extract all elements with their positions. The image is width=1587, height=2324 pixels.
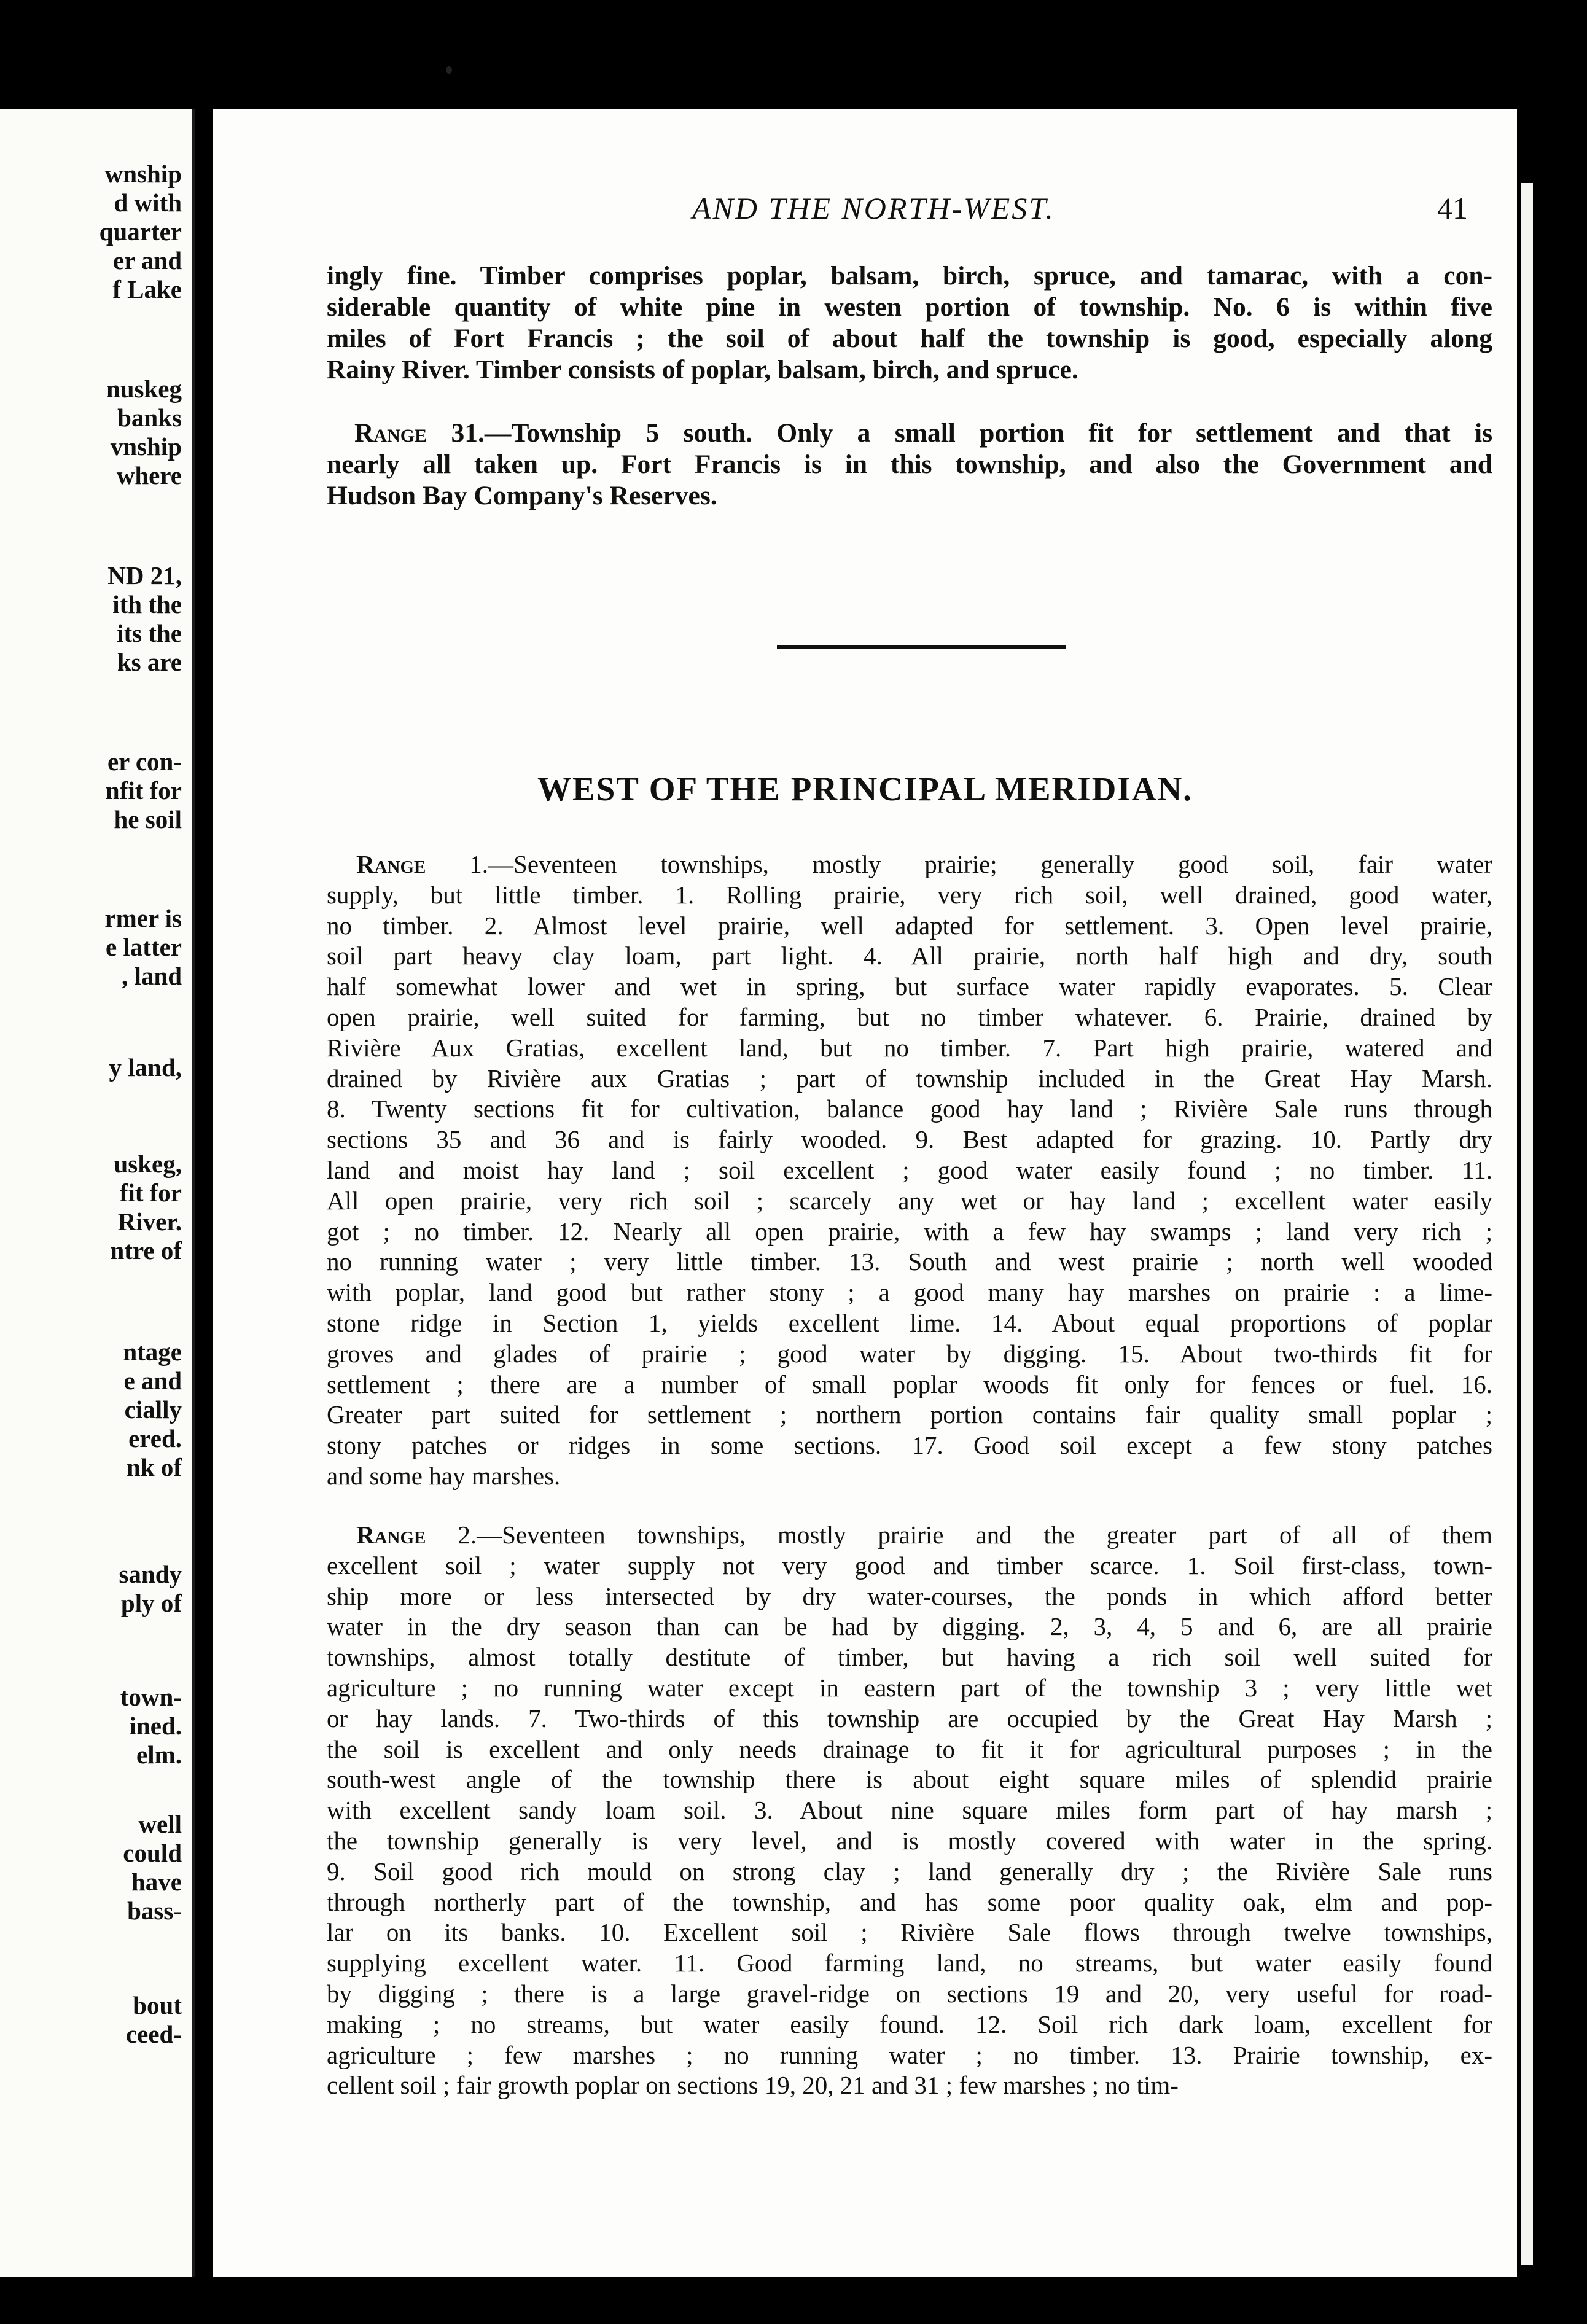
text-line: [327, 2040, 1492, 2071]
text-line: [327, 1642, 1492, 1673]
left-page-text-fragment: bout: [133, 1991, 182, 2019]
left-facing-page-fragment: [0, 109, 195, 2277]
text-line-content: stone ridge in Section 1, yields excellent lime. 14. About equal proportions of poplar: [327, 1308, 1492, 1337]
text-line: [327, 941, 1492, 972]
paragraph-range-2: [327, 1520, 1492, 2101]
left-page-text-fragment: he soil: [114, 805, 182, 833]
text-line: [327, 1430, 1492, 1461]
left-page-text-fragment: nuskeg: [106, 375, 182, 403]
text-line-content: Rainy River. Timber consists of poplar, balsam, birch, and spruce.: [327, 355, 1078, 384]
text-line-content: ingly fine. Timber comprises poplar, balsam, birch, spruce, and tamarac, with a con-: [327, 261, 1492, 290]
text-line: [327, 354, 1492, 386]
left-page-text-fragment: banks: [117, 404, 182, 432]
text-line: [327, 2010, 1492, 2040]
left-page-text-fragment: quarter: [99, 217, 182, 246]
text-line-content: Greater part suited for settlement ; northern portion contains fair quality small poplar ;: [327, 1400, 1492, 1429]
text-line-content: the soil is excellent and only needs drainage to fit it for agricultural purposes ; in the: [327, 1734, 1492, 1763]
text-line: [327, 1612, 1492, 1642]
text-line: [327, 911, 1492, 942]
text-line: [327, 1948, 1492, 1979]
text-line: [327, 1064, 1492, 1094]
text-line: [327, 1520, 1492, 1551]
text-line-content: and some hay marshes.: [327, 1461, 561, 1490]
left-page-text-fragment: town-: [120, 1683, 182, 1711]
text-line-content: or hay lands. 7. Two-thirds of this township are occupied by the Great Hay Marsh ;: [327, 1704, 1492, 1733]
text-line: [327, 1795, 1492, 1826]
left-page-text-fragment: nk of: [126, 1453, 182, 1481]
text-line-content: making ; no streams, but water easily found. 12. Soil rich dark loam, excellent for: [327, 2010, 1492, 2038]
left-page-text-fragment: cially: [124, 1395, 182, 1424]
book-page: [213, 109, 1517, 2277]
text-line: [327, 1094, 1492, 1125]
left-page-text-fragment: bass-: [127, 1897, 182, 1925]
text-line: [327, 1155, 1492, 1186]
text-line: [327, 1704, 1492, 1734]
left-page-text-fragment: uskeg,: [114, 1150, 182, 1178]
left-page-text-fragment: e latter: [105, 933, 182, 961]
text-line-content: townships, almost totally destitute of timber, but having a rich soil well suited for: [327, 1643, 1492, 1672]
text-line-content: ship more or less intersected by dry water-courses, the ponds in which afford better: [327, 1581, 1492, 1610]
text-line-content: supply, but little timber. 1. Rolling prairie, very rich soil, well drained, good water,: [327, 880, 1492, 909]
left-page-text-fragment: ntre of: [110, 1236, 182, 1265]
left-page-text-fragment: its the: [117, 619, 182, 647]
text-line: [327, 972, 1492, 1002]
text-line: [327, 480, 1492, 512]
text-line: [327, 1247, 1492, 1277]
text-line: [327, 418, 1492, 449]
text-line: [327, 1979, 1492, 2010]
left-page-text-fragment: , land: [122, 962, 182, 990]
text-line: [327, 1217, 1492, 1247]
text-line: [327, 1826, 1492, 1857]
text-line: [327, 849, 1492, 880]
text-line-content: lar on its banks. 10. Excellent soil ; Rivière Sale flows through twelve townships,: [327, 1918, 1492, 1947]
left-page-text-fragment: ered.: [128, 1424, 182, 1452]
text-line: [327, 1308, 1492, 1339]
text-line-content: supplying excellent water. 11. Good farming land, no streams, but water easily found: [327, 1949, 1492, 1978]
text-line: [327, 1917, 1492, 1948]
text-line: [327, 1002, 1492, 1033]
left-page-text-fragment: sandy: [119, 1560, 182, 1588]
text-line-content: sections 35 and 36 and is fairly wooded. 9. Best adapted for grazing. 10. Partly dry: [327, 1125, 1492, 1154]
text-line: [327, 2070, 1492, 2101]
left-page-text-fragment: d with: [114, 189, 182, 217]
text-line: [327, 1400, 1492, 1430]
text-line: [327, 1186, 1492, 1217]
text-line-content: 9. Soil good rich mould on strong clay ; land generally dry ; the Rivière Sale runs: [327, 1857, 1492, 1885]
text-line-content: half somewhat lower and wet in spring, but surface water rapidly evaporates. 5. Clear: [327, 972, 1492, 1001]
text-line: [327, 1125, 1492, 1155]
text-line-content: land and moist hay land ; soil excellent ; good water easily found ; no timber. 11.: [327, 1155, 1492, 1184]
text-line: [327, 323, 1492, 354]
text-line-content: nearly all taken up. Fort Francis is in this township, and also the Government and: [327, 450, 1492, 479]
left-page-text-fragment: y land,: [109, 1053, 182, 1082]
range-label: Range: [356, 850, 426, 878]
paragraph-range-31: [327, 418, 1492, 512]
text-line-content: agriculture ; no running water except in eastern part of the township 3 ; very little wet: [327, 1673, 1492, 1702]
text-line-content: siderable quantity of white pine in westen portion of township. No. 6 is within five: [327, 292, 1492, 322]
range-label: Range: [354, 418, 427, 448]
section-divider-rule: [777, 645, 1066, 649]
left-page-text-fragment: wnship: [104, 160, 182, 188]
range-label: Range: [356, 1521, 426, 1549]
text-line-content: with poplar, land good but rather stony ; a good many hay marshes on prairie : a lime-: [327, 1278, 1492, 1307]
left-page-text-fragment: where: [116, 461, 182, 489]
running-title: AND THE NORTH-WEST.: [692, 191, 1055, 225]
left-page-text-fragment: ith the: [112, 590, 182, 618]
text-line-content: soil part heavy clay loam, part light. 4. All prairie, north half high and dry, south: [327, 942, 1492, 970]
paragraph-continued: [327, 260, 1492, 386]
left-page-text-fragment: ks are: [117, 648, 182, 676]
text-line: [327, 292, 1492, 323]
left-page-text-fragment: ined.: [129, 1712, 182, 1740]
text-line-content: cellent soil ; fair growth poplar on sections 19, 20, 21 and 31 ; few marshes ; no tim-: [327, 2071, 1179, 2100]
text-line-content: drained by Rivière aux Gratias ; part of township included in the Great Hay Marsh.: [327, 1064, 1492, 1093]
text-line-content: no timber. 2. Almost level prairie, well adapted for settlement. 3. Open level prairie,: [327, 911, 1492, 940]
left-page-text-fragment: er con-: [107, 747, 182, 776]
left-page-text-fragment: ply of: [120, 1589, 182, 1617]
text-line-content: through northerly part of the township, and has some poor quality oak, elm and pop-: [327, 1887, 1492, 1916]
text-line-content: water in the dry season than can be had by digging. 2, 3, 4, 5 and 6, are all prairie: [327, 1612, 1492, 1641]
text-line-content: the township generally is very level, and is mostly covered with water in the spring.: [327, 1826, 1492, 1855]
text-line-content: 2.—Seventeen townships, mostly prairie and the greater part of all of them: [426, 1521, 1492, 1549]
text-line-content: miles of Fort Francis ; the soil of about half the township is good, especially along: [327, 324, 1492, 353]
section-heading: WEST OF THE PRINCIPAL MERIDIAN.: [537, 770, 1193, 808]
left-page-text-fragment: nfit for: [105, 776, 182, 805]
text-line-content: excellent soil ; water supply not very good and timber scarce. 1. Soil first-class, town-: [327, 1551, 1492, 1580]
paragraph-range-1: [327, 849, 1492, 1492]
left-page-text-fragment: ceed-: [125, 2020, 182, 2048]
text-line: [327, 1461, 1492, 1492]
text-line: [327, 1673, 1492, 1704]
text-line-content: with excellent sandy loam soil. 3. About nine square miles form part of hay marsh ;: [327, 1796, 1492, 1825]
left-page-text-fragment: ntage: [123, 1338, 182, 1366]
page-right-edge: [1521, 183, 1533, 2265]
text-line: [327, 1734, 1492, 1765]
text-line-content: 8. Twenty sections fit for cultivation, balance good hay land ; Rivière Sale runs through: [327, 1094, 1492, 1123]
text-line-content: Rivière Aux Gratias, excellent land, but no timber. 7. Part high prairie, watered and: [327, 1033, 1492, 1062]
left-page-text-fragment: well: [138, 1810, 182, 1838]
text-line: [327, 260, 1492, 292]
left-page-text-fragment: f Lake: [112, 275, 182, 303]
text-line-content: south-west angle of the township there is about eight square miles of splendid prairie: [327, 1765, 1492, 1794]
text-line: [327, 1339, 1492, 1370]
text-line-content: got ; no timber. 12. Nearly all open prairie, with a few hay swamps ; land very rich ;: [327, 1217, 1492, 1246]
left-page-text-fragment: River.: [117, 1207, 182, 1236]
text-line-content: groves and glades of prairie ; good water by digging. 15. About two-thirds fit for: [327, 1339, 1492, 1368]
left-page-text-fragment: could: [123, 1839, 182, 1867]
left-page-text-fragment: ND 21,: [107, 561, 182, 590]
left-page-text-fragment: rmer is: [104, 904, 182, 932]
text-line: [327, 880, 1492, 911]
text-line: [327, 1857, 1492, 1887]
text-line-content: All open prairie, very rich soil ; scarcely any wet or hay land ; excellent water easily: [327, 1186, 1492, 1215]
left-page-text-fragment: er and: [112, 246, 182, 275]
text-line: [327, 1551, 1492, 1581]
text-line: [327, 1033, 1492, 1064]
page-number: 41: [1437, 191, 1468, 225]
text-line-content: 31.—Township 5 south. Only a small portion fit for settlement and that is: [427, 418, 1492, 448]
text-line: [327, 1370, 1492, 1400]
text-line-content: 1.—Seventeen townships, mostly prairie; generally good soil, fair water: [426, 850, 1492, 878]
text-line-content: agriculture ; few marshes ; no running water ; no timber. 13. Prairie township, ex-: [327, 2040, 1492, 2069]
text-line-content: Hudson Bay Company's Reserves.: [327, 481, 717, 510]
text-line: [327, 1764, 1492, 1795]
text-line: [327, 1277, 1492, 1308]
text-line-content: settlement ; there are a number of small poplar woods fit only for fences or fuel. 16.: [327, 1370, 1492, 1398]
text-line: [327, 1887, 1492, 1918]
scan-speck: [446, 66, 452, 74]
left-page-text-fragment: fit for: [119, 1179, 182, 1207]
left-page-text-fragment: have: [131, 1868, 182, 1896]
text-line-content: by digging ; there is a large gravel-ridge on sections 19 and 20, very useful for road-: [327, 1979, 1492, 2008]
left-page-text-fragment: e and: [123, 1367, 182, 1395]
left-page-text-fragment: vnship: [110, 432, 182, 461]
text-line-content: open prairie, well suited for farming, but no timber whatever. 6. Prairie, drained by: [327, 1002, 1492, 1031]
text-line-content: no running water ; very little timber. 13. South and west prairie ; north well wooded: [327, 1247, 1492, 1276]
text-line-content: stony patches or ridges in some sections. 17. Good soil except a few stony patches: [327, 1431, 1492, 1460]
left-page-text-fragment: elm.: [136, 1741, 182, 1769]
page-gutter-edge: [192, 109, 195, 2277]
text-line: [327, 1581, 1492, 1612]
text-line: [327, 449, 1492, 480]
